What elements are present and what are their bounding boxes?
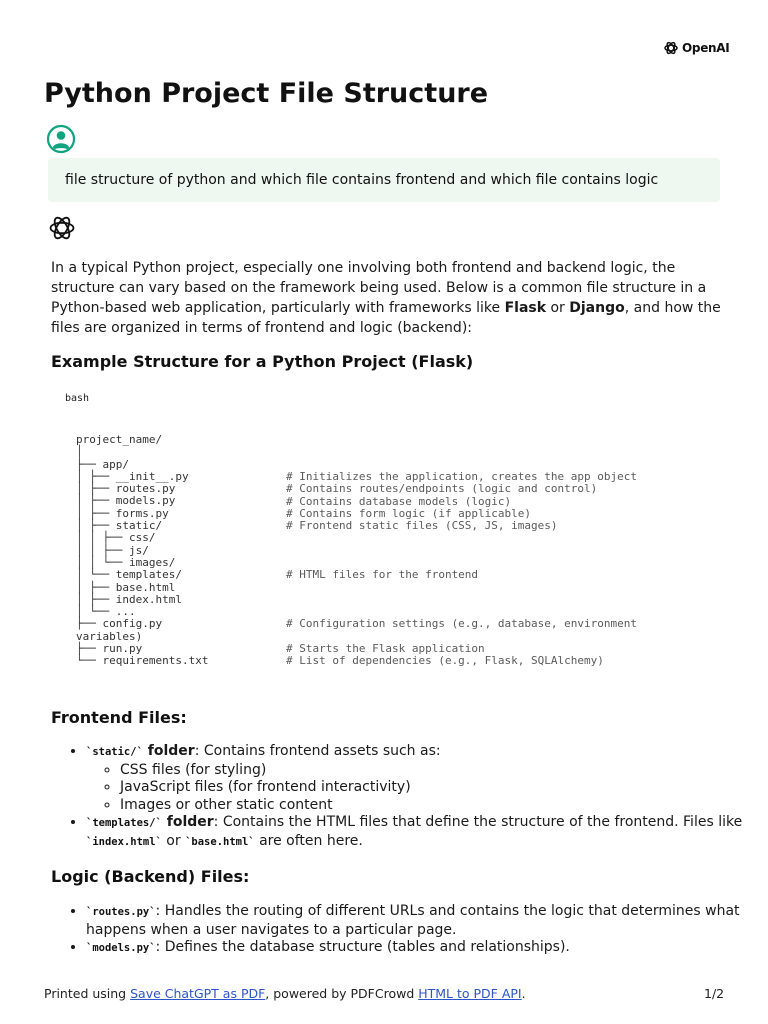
templates-desc-1: : Contains the HTML files that define the structure of the frontend. Files like [213,814,743,831]
page-number: 1/2 [704,986,725,1001]
tree-line: │ └── ... [76,605,136,619]
intro-paragraph [51,258,731,338]
static-code: `static/` [86,746,143,758]
static-desc: : Contains frontend assets such as: [194,743,441,759]
templates-folder-label: folder [161,814,214,831]
sublist-item: ◦ Images or other static content [120,797,746,815]
tree-line: variables) [76,629,143,643]
brand-logo [663,40,729,56]
backend-list [51,903,746,958]
intro-text-1: In a typical Python project, especially one involving both frontend and backend logic, the structure can vary based on the framework being used. Below is a common file structure in a Python-based web application, particularly with frameworks like [51,260,707,316]
templates-or: or [161,832,186,849]
index-html-code: `index.html` [86,835,162,848]
list-item-templates [86,814,746,851]
sublist-item: ◦ JavaScript files (for frontend interactivity) [120,779,746,797]
base-html-code: `base.html` [185,835,255,848]
tree-line: │ ├── routes.py [76,482,176,496]
tree-line: │ [76,445,83,459]
code-comment-routes: # Contains routes/endpoints (logic and control) [286,482,598,495]
routes-desc: : Handles the routing of different URLs and contains the logic that determines what happens when a user navigates to a particular page. [86,903,740,938]
tree-line: │ │ └── images/ [76,555,176,569]
frontend-heading: Frontend Files: [51,708,187,727]
tree-line: │ ├── static/ [76,519,163,533]
flask-term: Flask [504,300,547,316]
html-to-pdf-api-link[interactable]: HTML to PDF API [418,986,522,1001]
backend-heading: Logic (Backend) Files: [51,867,250,886]
routes-code: `routes.py` [86,906,156,918]
models-desc: : Defines the database structure (tables and relationships). [155,939,570,956]
intro-text-2: , and how the files are organized in terms of frontend and logic (backend): [51,300,721,336]
code-comment-forms: # Contains form logic (if applicable) [286,507,532,520]
openai-logo-icon [663,40,679,56]
code-comment-requirements: # List of dependencies (e.g., Flask, SQLAlchemy) [286,654,604,667]
tree-line: ├── config.py [76,617,163,631]
list-item-models [86,939,746,958]
intro-or: or [546,300,570,316]
save-chatgpt-pdf-link[interactable]: Save ChatGPT as PDF [130,986,266,1001]
tree-line: │ ├── models.py [76,494,176,508]
static-folder-label: folder [142,743,195,759]
models-code: `models.py` [86,942,156,955]
tree-line: │ ├── base.html [76,580,176,594]
user-avatar [46,124,76,158]
code-language-label: bash [65,393,90,404]
sublist-item: ◦ CSS files (for styling) [120,762,746,780]
footer-prefix: Printed using [44,986,131,1001]
tree-line: │ │ ├── js/ [76,543,149,557]
list-item-static [86,743,746,814]
code-comment-models: # Contains database models (logic) [286,495,512,508]
example-heading: Example Structure for a Python Project (Flask) [51,352,474,371]
page-title: Python Project File Structure [44,78,489,109]
frontend-list [51,743,746,852]
user-message-text: file structure of python and which file contains frontend and which file contains logic [65,172,659,188]
code-comment-config: # Configuration settings (e.g., database, environment [286,617,637,630]
brand-name: OpenAI [682,41,730,55]
code-block-tree [76,434,208,668]
code-comment-templates: # HTML files for the frontend [286,568,479,581]
tree-line: │ ├── forms.py [76,506,169,520]
code-comment-init: # Initializes the application, creates the app object [286,470,637,483]
tree-line: ├── app/ [76,457,129,471]
tree-line: ├── run.py [76,642,143,656]
templates-desc-2: are often here. [254,832,363,849]
static-sublist [86,762,746,815]
tree-line: │ ├── index.html [76,592,182,606]
chatgpt-logo-icon [48,214,76,242]
tree-line: project_name/ [76,433,163,446]
tree-line: │ │ ├── css/ [76,531,156,545]
footer-suffix: . [521,986,526,1001]
code-comment-run: # Starts the Flask application [286,642,485,655]
assistant-avatar [48,214,76,246]
django-term: Django [569,300,625,316]
user-avatar-icon [46,124,76,154]
templates-code: `templates/` [86,817,162,830]
code-comment-static: # Frontend static files (CSS, JS, images) [286,519,558,532]
tree-line: └── requirements.txt [76,654,209,668]
tree-line: │ ├── __init__.py [76,469,189,483]
footer [44,986,526,1001]
list-item-routes [86,903,746,939]
tree-line: │ └── templates/ [76,568,182,582]
footer-middle: , powered by PDFCrowd [265,986,419,1001]
user-message [48,158,720,202]
